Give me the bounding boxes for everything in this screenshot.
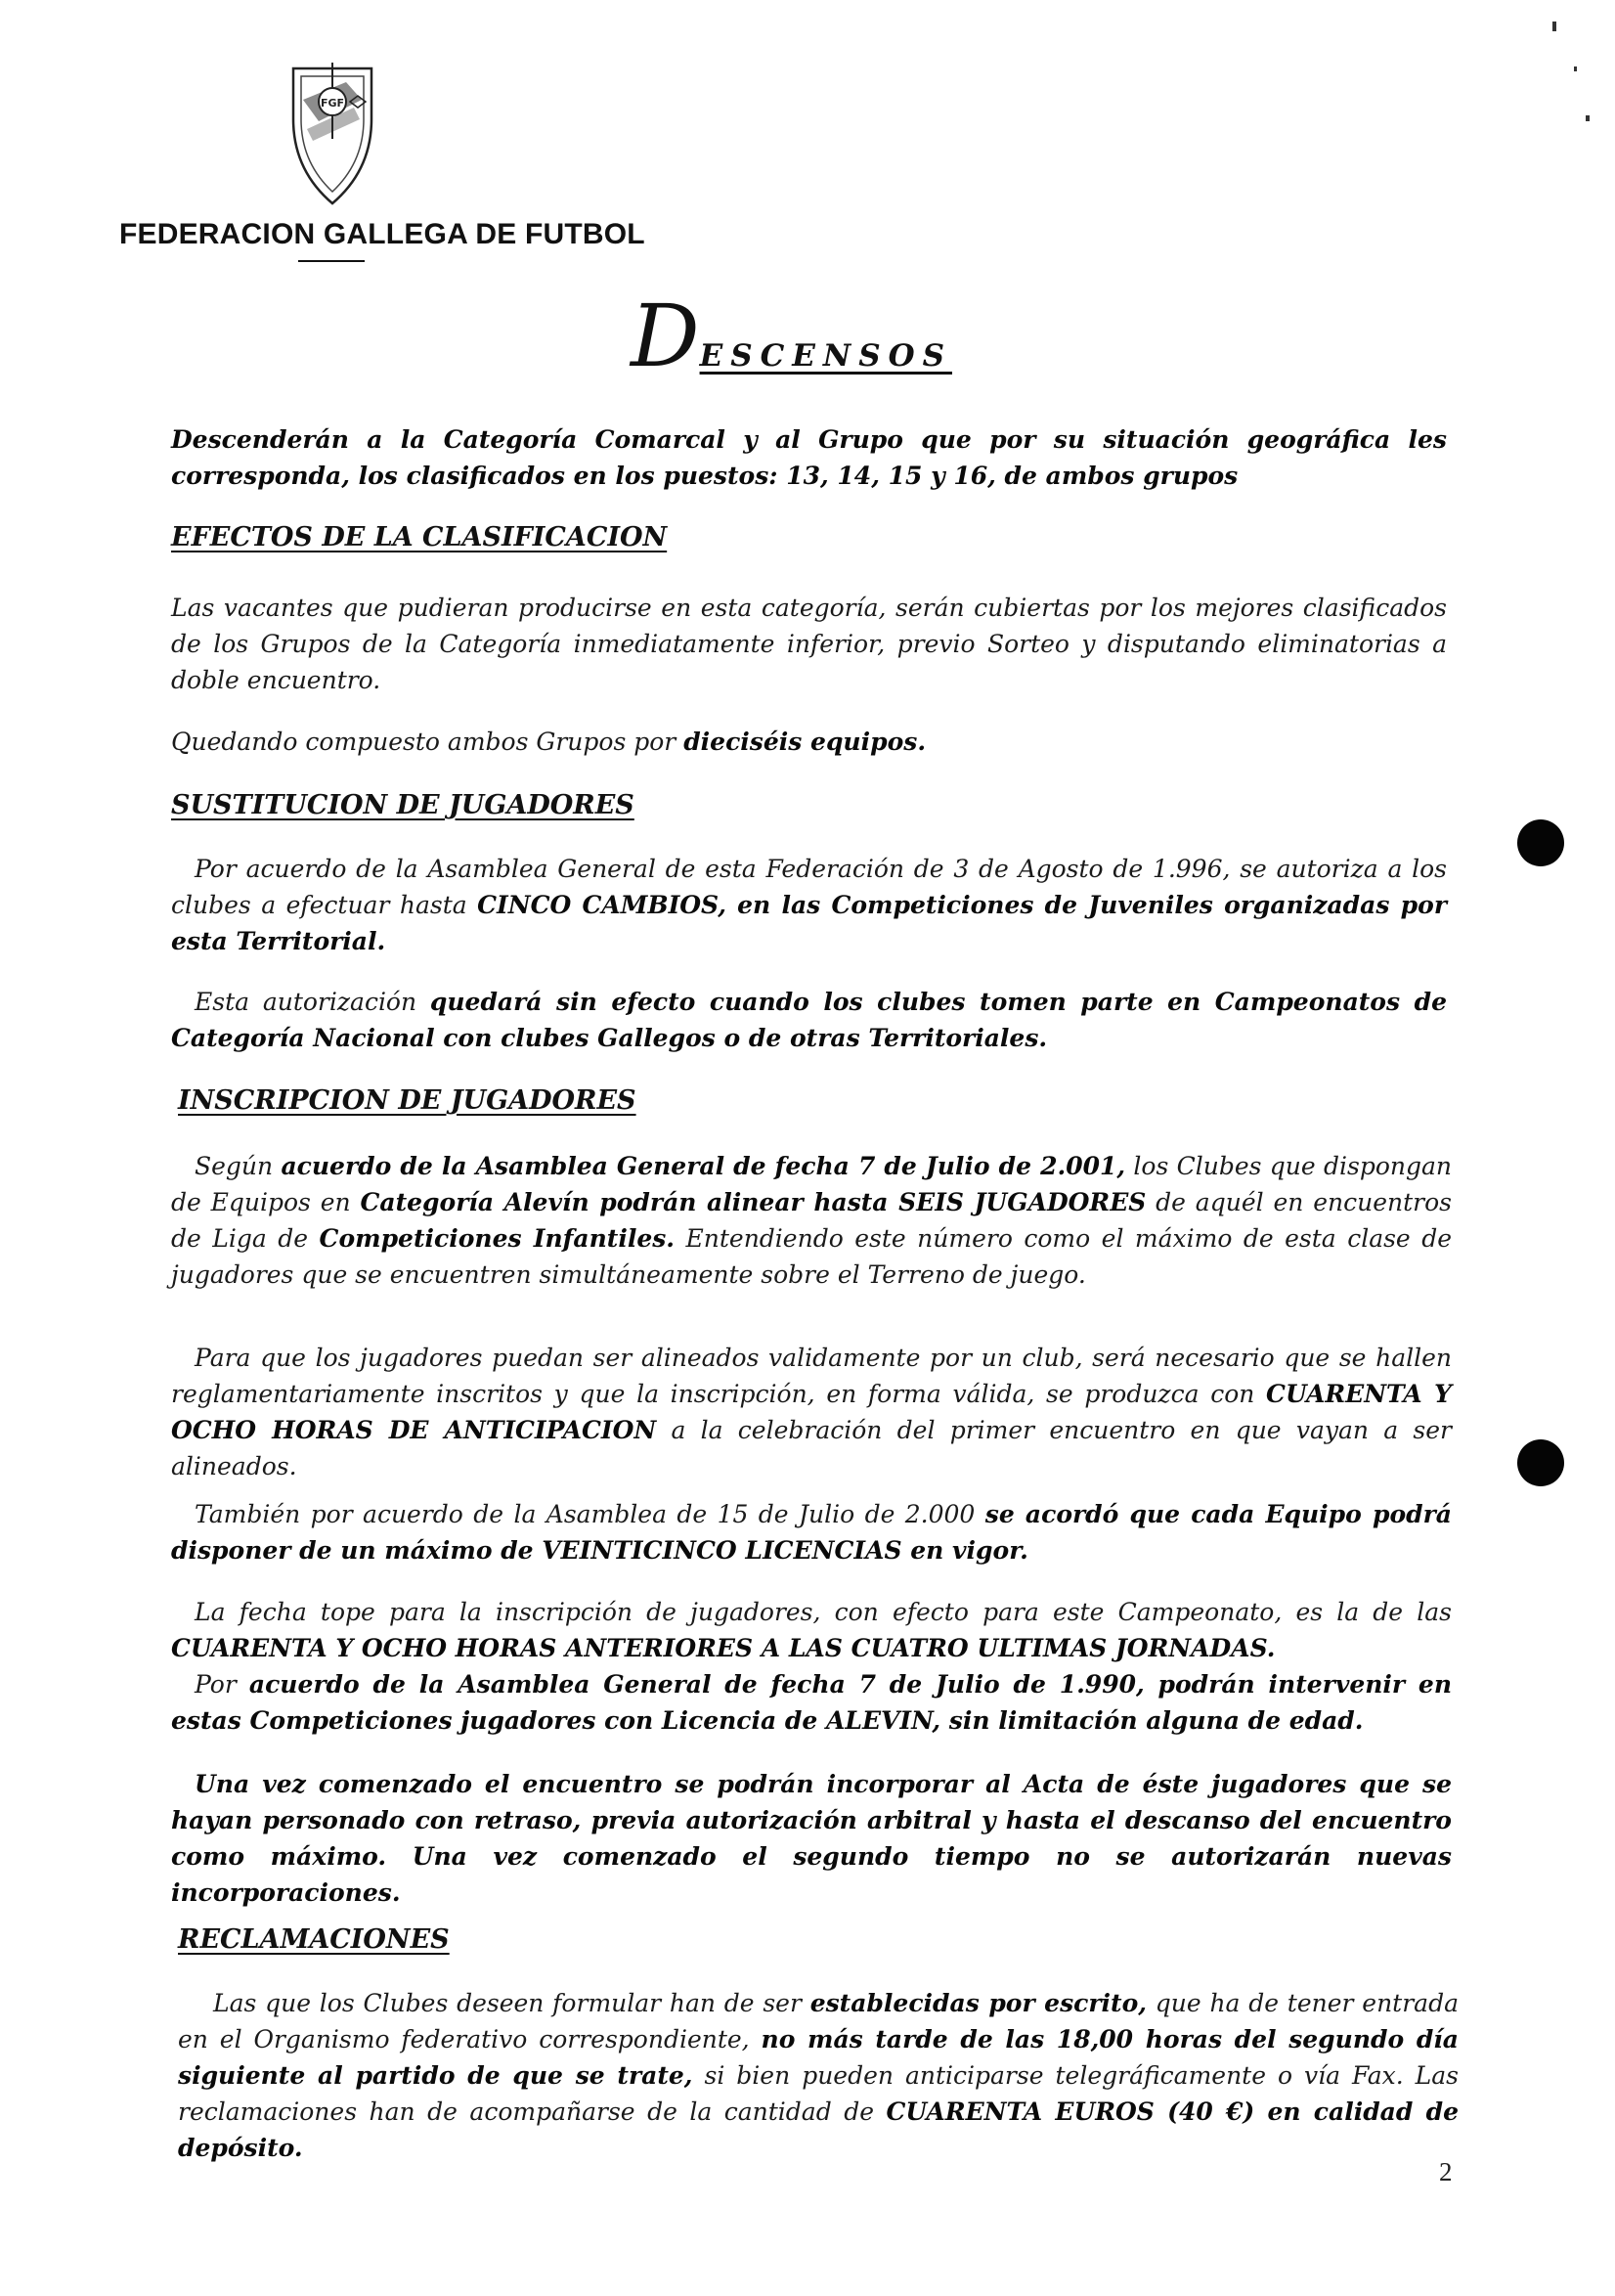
scan-speck — [1574, 66, 1577, 71]
efectos-p2-bold: dieciséis equipos. — [683, 728, 927, 756]
sustitucion-paragraph-2 — [171, 984, 1447, 1056]
reclamaciones-p-c: que ha de tener entrada en el Organismo federativo correspondiente, — [178, 1989, 1459, 2053]
page-number: 2 — [1439, 2157, 1453, 2186]
inscripcion-paragraph-6: Una vez comenzado el encuentro se podrán incorporar al Acta de éste jugadores que se hayan personado con retraso, previa autorización arbitral y hasta el descanso del encuentro como máximo. Una vez comenzado el segundo tiempo no se autorizarán nuevas incorporaciones. — [171, 1770, 1452, 1907]
punch-hole-top — [1517, 819, 1564, 866]
reclamaciones-p-f: CUARENTA EUROS (40 €) en calidad de depósito. — [178, 2097, 1459, 2162]
reclamaciones-p-a: Las que los Clubes deseen formular han de ser — [213, 1989, 810, 2017]
title-initial: D — [631, 286, 700, 386]
inscripcion-p1-f: Competiciones Infantiles. — [319, 1224, 676, 1253]
page-title — [631, 286, 952, 386]
inscripcion-paragraph-5 — [171, 1666, 1452, 1739]
sustitucion-p1-bold: CINCO CAMBIOS, en las Competiciones de Juveniles organizadas por esta Territorial. — [171, 891, 1447, 955]
sustitucion-heading: SUSTITUCION DE JUGADORES — [171, 790, 634, 820]
inscripcion-p4-a: La fecha tope para la inscripción de jugadores, con efecto para este Campeonato, es la de las — [195, 1598, 1452, 1626]
sustitucion-p2-bold: quedará sin efecto cuando los clubes tomen parte en Campeonatos de Categoría Nacional con clubes Gallegos o de otras Territoriales. — [171, 988, 1447, 1052]
sustitucion-paragraph-1 — [171, 851, 1447, 959]
reclamaciones-p-e: si bien pueden anticiparse telegráficamente o vía Fax. Las reclamaciones han de acompañarse de la cantidad de — [178, 2061, 1459, 2126]
efectos-heading: EFECTOS DE LA CLASIFICACION — [171, 522, 668, 552]
scan-speck — [1552, 22, 1556, 31]
inscripcion-p5-b: acuerdo de la Asamblea General de fecha 7 de Julio de 1.990, podrán intervenir en estas Competiciones jugadores con Licencia de ALEVIN, sin limitación alguna de edad. — [171, 1670, 1452, 1735]
inscripcion-p1-b: acuerdo de la Asamblea General de fecha 7 de Julio de 2.001, — [281, 1152, 1126, 1180]
inscripcion-p4-b: CUARENTA Y OCHO HORAS ANTERIORES A LAS CUATRO ULTIMAS JORNADAS. — [171, 1634, 1276, 1662]
inscripcion-p5-a: Por — [195, 1670, 249, 1699]
inscripcion-p1-d: Categoría Alevín podrán alinear hasta SEIS JUGADORES — [360, 1188, 1147, 1216]
inscripcion-p1-e: de aquél en encuentros de Liga de — [171, 1188, 1452, 1253]
efectos-paragraph-1: Las vacantes que pudieran producirse en esta categoría, serán cubiertas por los mejores clasificados de los Grupos de la Categoría inmediatamente inferior, previo Sorteo y disputando eliminatorias a doble encuentro. — [171, 594, 1447, 694]
inscripcion-p2-b: CUARENTA Y OCHO HORAS DE ANTICIPACION — [171, 1380, 1452, 1444]
reclamaciones-p-b: establecidas por escrito, — [809, 1989, 1147, 2017]
inscripcion-p2-a: Para que los jugadores puedan ser alineados validamente por un club, será necesario que se hallen reglamentariamente inscritos y que la inscripción, en forma válida, se produzca con — [171, 1344, 1452, 1408]
reclamaciones-paragraph — [178, 1985, 1459, 2166]
inscripcion-heading: INSCRIPCION DE JUGADORES — [178, 1085, 636, 1116]
inscripcion-paragraph-1 — [171, 1148, 1452, 1293]
organization-name: FEDERACION GALLEGA DE FUTBOL — [119, 218, 645, 250]
organization-underline — [298, 260, 365, 262]
svg-text:FGF: FGF — [320, 97, 345, 110]
inscripcion-p2-c: a la celebración del primer encuentro en que vayan a ser alineados. — [171, 1416, 1453, 1480]
reclamaciones-p-d: no más tarde de las 18,00 horas del segundo día siguiente al partido de que se trate, — [178, 2025, 1459, 2090]
title-rest: ESCENSOS — [699, 338, 952, 374]
reclamaciones-heading: RECLAMACIONES — [178, 1924, 450, 1955]
inscripcion-p1-c: los Clubes que dispongan de Equipos en — [171, 1152, 1452, 1216]
efectos-p2-text: Quedando compuesto ambos Grupos por — [171, 728, 684, 756]
inscripcion-paragraph-3 — [171, 1496, 1452, 1568]
descensos-paragraph: Descenderán a la Categoría Comarcal y al Grupo que por su situación geográfica les corresponda, los clasificados en los puestos: 13, 14, 15 y 16, de ambos grupos — [171, 425, 1447, 490]
sustitucion-p1-text: Por acuerdo de la Asamblea General de esta Federación de 3 de Agosto de 1.996, se autoriza a los clubes a efectuar hasta — [171, 855, 1447, 919]
efectos-paragraph-2 — [171, 724, 1447, 760]
federation-crest-logo — [285, 61, 379, 205]
inscripcion-p3-a: También por acuerdo de la Asamblea de 15 de Julio de 2.000 — [195, 1500, 985, 1528]
sustitucion-p2-text: Esta autorización — [195, 988, 430, 1016]
inscripcion-p1-a: Según — [195, 1152, 282, 1180]
inscripcion-paragraph-4 — [171, 1594, 1452, 1666]
inscripcion-p3-b: se acordó que cada Equipo podrá disponer de un máximo de VEINTICINCO LICENCIAS en vigor. — [171, 1500, 1452, 1565]
inscripcion-p1-g: Entendiendo este número como el máximo de esta clase de jugadores que se encuentren simultáneamente sobre el Terreno de juego. — [171, 1224, 1452, 1289]
scan-speck — [1586, 115, 1590, 121]
inscripcion-paragraph-2 — [171, 1340, 1452, 1484]
punch-hole-bottom — [1517, 1439, 1564, 1486]
